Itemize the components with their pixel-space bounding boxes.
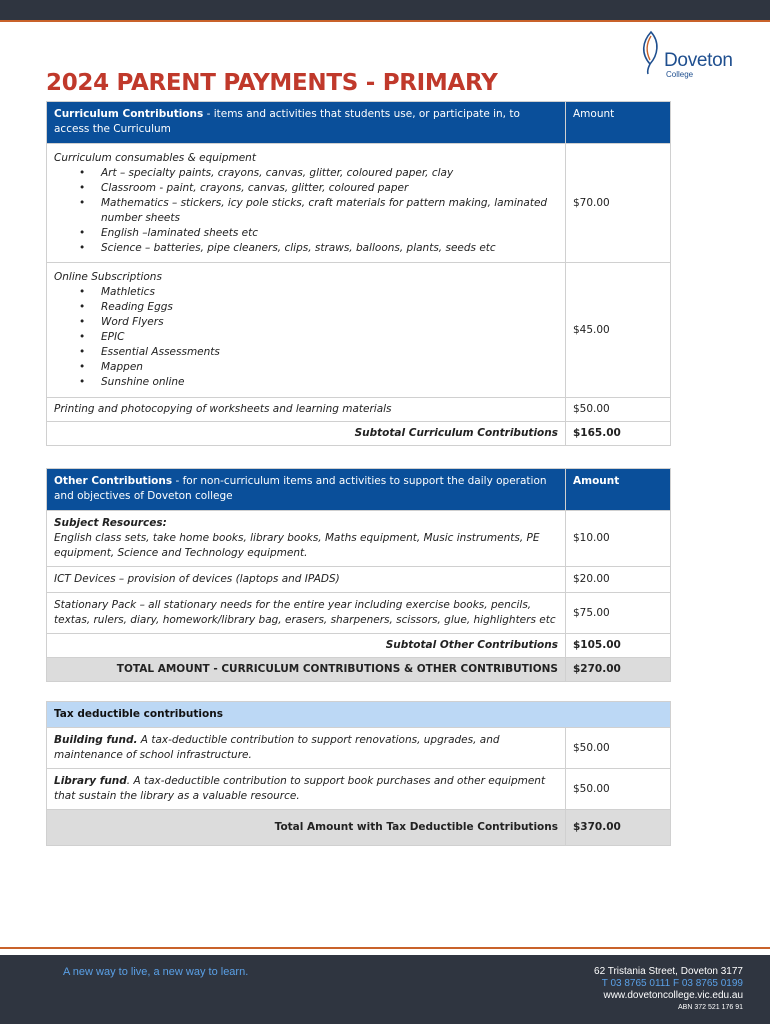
consumables-list [54, 166, 558, 256]
table-row [47, 398, 671, 422]
row-title: Subject Resources: [54, 517, 167, 529]
row-title: Library fund [54, 775, 127, 787]
footer-tagline: A new way to live, a new way to learn. [63, 966, 249, 978]
list-item: • Art – specialty paints, crayons, canvas, glitter, coloured paper, clay [54, 166, 558, 181]
list-item: • Reading Eggs [54, 300, 558, 315]
other-header [47, 469, 566, 511]
row-text: . A tax-deductible contribution to support book purchases and other equipment that sustain the library as a valuable resource. [54, 775, 546, 802]
list-item: • Classroom - paint, crayons, canvas, glitter, coloured paper [54, 181, 558, 196]
footer-contact [594, 966, 743, 1014]
ict-devices-cell: ICT Devices – provision of devices (laptops and IPADS) [47, 567, 566, 593]
top-accent-line [0, 20, 770, 22]
tax-header-row [47, 702, 671, 728]
list-item: • EPIC [54, 330, 558, 345]
footer-phone: T 03 8765 0111 F 03 8765 0199 [601, 978, 743, 989]
curriculum-header [47, 102, 566, 144]
curriculum-subtotal-label: Subtotal Curriculum Contributions [47, 422, 566, 446]
table-row [47, 810, 671, 846]
table-row [47, 511, 671, 567]
footer-address: 62 Tristania Street, Doveton 3177 [594, 966, 743, 977]
stationary-cell: Stationary Pack – all stationary needs for the entire year including exercise books, pencils, textas, rulers, diary, homework/library bag, erasers, sharpeners, scissors, glue, highlighters etc [47, 593, 566, 634]
doveton-logo [638, 30, 748, 80]
footer [0, 955, 770, 1024]
list-item: • Mathletics [54, 285, 558, 300]
top-banner [0, 0, 770, 20]
tax-table [46, 701, 671, 846]
table-row [47, 634, 671, 658]
list-item: • Mathematics – stickers, icy pole sticks, craft materials for pattern making, laminated number sheets [54, 196, 558, 226]
total-label: TOTAL AMOUNT - CURRICULUM CONTRIBUTIONS & OTHER CONTRIBUTIONS [47, 658, 566, 682]
row-amount: $20.00 [566, 567, 671, 593]
amount-header: Amount [566, 102, 671, 144]
list-item: • Science – batteries, pipe cleaners, clips, straws, balloons, plants, seeds etc [54, 241, 558, 256]
row-amount: $50.00 [566, 769, 671, 810]
consumables-amount: $70.00 [566, 144, 671, 263]
library-fund-cell [47, 769, 566, 810]
page-title: 2024 PARENT PAYMENTS - PRIMARY [46, 70, 498, 96]
consumables-heading: Curriculum consumables & equipment [54, 151, 256, 164]
row-amount: $10.00 [566, 511, 671, 567]
table-row [47, 728, 671, 769]
list-item: • Essential Assessments [54, 345, 558, 360]
amount-header: Amount [566, 469, 671, 511]
table-row [47, 593, 671, 634]
row-text: English class sets, take home books, library books, Maths equipment, Music instruments, PE equipment, Science and Technology equipment. [54, 532, 540, 559]
footer-website[interactable]: www.dovetoncollege.vic.edu.au [603, 990, 743, 1001]
logo-name: Doveton [664, 50, 733, 71]
row-title: Building fund. [54, 734, 138, 746]
subscriptions-amount: $45.00 [566, 263, 671, 398]
printing-amount: $50.00 [566, 398, 671, 422]
tax-total-label: Total Amount with Tax Deductible Contributions [47, 810, 566, 846]
other-subtotal-amount: $105.00 [566, 634, 671, 658]
other-header-title: Other Contributions [54, 475, 173, 487]
footer-accent-line [0, 947, 770, 949]
list-item: • Word Flyers [54, 315, 558, 330]
leaf-emblem-icon [638, 30, 664, 76]
tax-header: Tax deductible contributions [47, 702, 671, 728]
other-header-desc: - for non-curriculum items and activities to support the daily operation and objectives of Doveton college [54, 475, 547, 502]
other-table [46, 468, 671, 682]
table-row [47, 658, 671, 682]
printing-label: Printing and photocopying of worksheets and learning materials [47, 398, 566, 422]
table-row [47, 567, 671, 593]
list-item: • Mappen [54, 360, 558, 375]
other-subtotal-label: Subtotal Other Contributions [47, 634, 566, 658]
table-row [47, 422, 671, 446]
total-amount: $270.00 [566, 658, 671, 682]
curriculum-header-desc: - items and activities that students use, or participate in, to access the Curriculum [54, 108, 520, 135]
subscriptions-heading: Online Subscriptions [54, 271, 162, 283]
table-row [47, 263, 671, 398]
tax-total-amount: $370.00 [566, 810, 671, 846]
list-item: • Sunshine online [54, 375, 558, 390]
table-row [47, 769, 671, 810]
curriculum-table [46, 101, 671, 446]
curriculum-subtotal-amount: $165.00 [566, 422, 671, 446]
row-amount: $75.00 [566, 593, 671, 634]
subject-resources-cell [47, 511, 566, 567]
row-amount: $50.00 [566, 728, 671, 769]
subscriptions-cell [47, 263, 566, 398]
building-fund-cell [47, 728, 566, 769]
table-row [47, 144, 671, 263]
curriculum-header-title: Curriculum Contributions [54, 108, 204, 120]
row-text: A tax-deductible contribution to support renovations, upgrades, and maintenance of school infrastructure. [54, 734, 500, 761]
footer-abn: ABN 372 521 176 91 [678, 1004, 743, 1011]
other-header-row [47, 469, 671, 511]
consumables-cell [47, 144, 566, 263]
subscriptions-list [54, 285, 558, 390]
logo-subtitle: College [666, 70, 694, 79]
curriculum-header-row [47, 102, 671, 144]
list-item: • English –laminated sheets etc [54, 226, 558, 241]
